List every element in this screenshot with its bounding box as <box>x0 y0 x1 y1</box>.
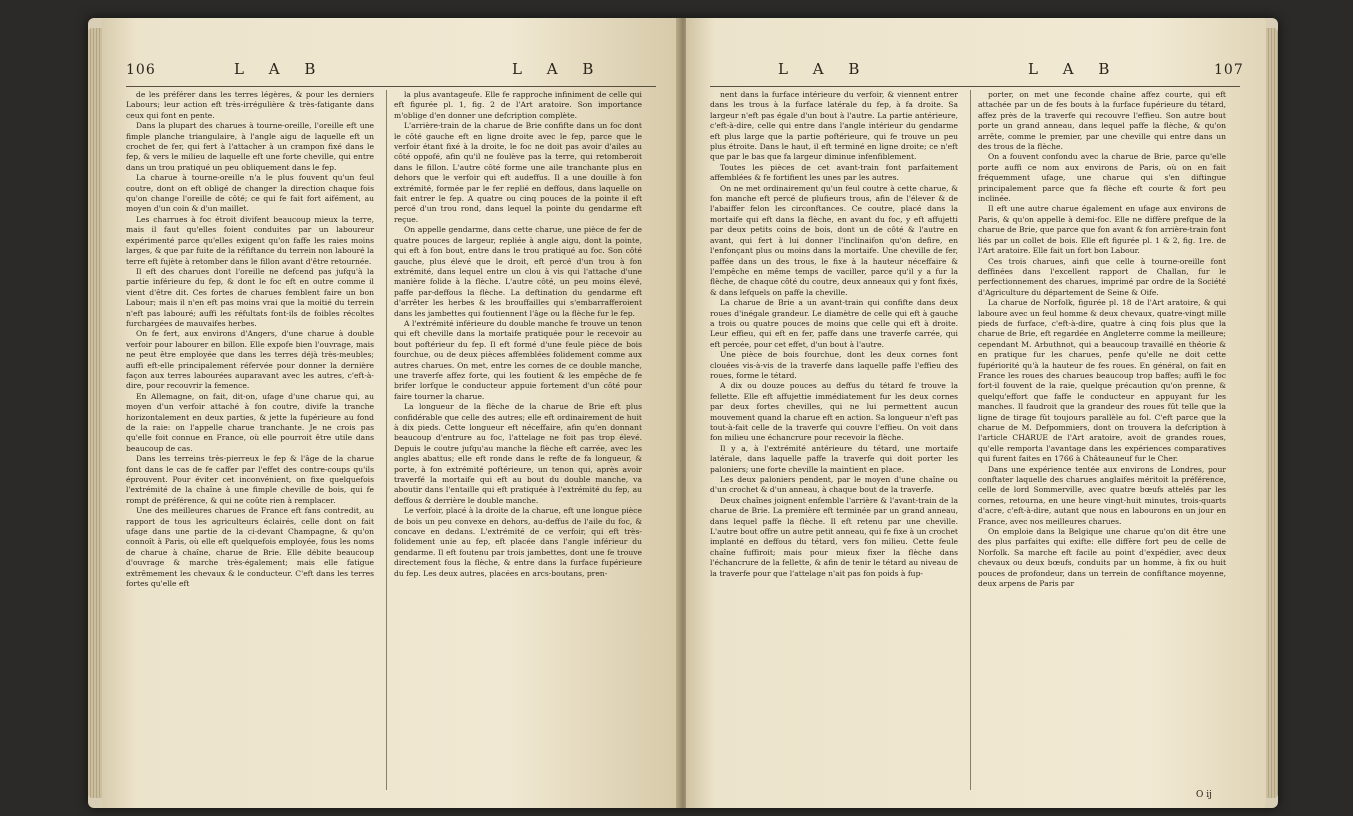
paragraph: de les préférer dans les terres légères, & pour les derniers Labours; leur action eft très-irrégulière & très-fatigante dans ceux qui font en pente. <box>126 90 377 120</box>
paragraph: L'arrière-train de la charue de Brie confifte dans un foc dont le côté gauche eft en ligne droite avec le fep, parce que le verfoir étant fixé à la droite, le foc ne doit pas avoir d'ailes au côté oppofé, afin qu'il ne foulève pas la terre, qui retomberoit dans le fillon. L'autre côté forme une aile tranchante plus en dehors que le verfoir qui eft audeffus. Il a une douille à fon extrémité, formée par le fer replié en deffous, dans laquelle on fait entrer le fep. A quatre ou cinq pouces de la pointe il eft percé d'un trou rond, dans lequel la pointe du gendarme eft reçue. <box>394 121 645 224</box>
paragraph: On emploie dans la Belgique une charue qu'on dit être une des plus parfaites qui exifte: elle diffère fort peu de celle de Norfolk. Sa marche eft facile au point d'expédier, avec deux chevaux ou deux bœufs, conduits par un homme, à fix ou huit pouces de profondeur, dans un terrein de confiftance moyenne, deux arpens de Paris par <box>978 527 1229 589</box>
paragraph: Une pièce de bois fourchue, dont les deux cornes font clouées vis-à-vis de la traverfe dans laquelle paffe l'effieu des roues, forme le tétard. <box>710 350 961 380</box>
right-page-header <box>686 60 1266 82</box>
paragraph: Dans les terreins très-pierreux le fep & l'âge de la charue font dans le cas de fe caffer par l'effet des contre-coups qu'ils éprouvent. Pour éviter cet inconvénient, on fixe quelquefois l'extrémité de la chaîne à une fimple cheville de bois, qui fe rompt de préférence, & qui ne coûte rien à remplacer. <box>126 454 377 505</box>
left-page-header <box>102 60 682 82</box>
paragraph: Les charrues à foc étroit divifent beaucoup mieux la terre, mais il faut qu'elles foient conduites par un laboureur expérimenté parce qu'elles exigent qu'on faffe les raies moins larges, & que par fuite de la réfiftance du terrein non labouré la terre eft fujète à retomber dans le fillon avant d'être retournée. <box>126 214 377 266</box>
page-number: 106 <box>126 62 156 78</box>
paragraph: La charue à tourne-oreille n'a le plus fouvent qu'un feul coutre, dont on eft obligé de changer la direction chaque fois qu'on change l'oreille de côté; ce qui fe fait fort aifément, au moyen d'un coin & d'un maillet. <box>126 173 377 214</box>
paragraph: On appelle gendarme, dans cette charue, une pièce de fer de quatre pouces de largeur, repliée à angle aigu, dont la pointe, qui eft à fon bout, entre dans le trou pratiqué au foc. Son côté gauche, plus élevé que le droit, eft percé d'un trou à fon extrémité, dans lequel entre un clou à vis qui l'attache d'une manière folide à la flèche. L'autre côté, un peu moins élevé, paffe par-deffous la flèche. La deftination du gendarme eft d'arrêter les herbes & les brouffailles qui s'embarrafferoient dans les jambettes qui foutiennent l'âge ou la flèche fur le fep. <box>394 225 645 318</box>
paragraph: On fe fert, aux environs d'Angers, d'une charue à double verfoir pour labourer en billon. Elle expofe bien l'ouvrage, mais ne peut être employée que dans les terres déjà très-meubles; auffi eft-elle principalement réfervée pour donner la dernière façon aux terres labourées auparavant avec les autres, c'eft-à-dire, pour recouvrir la femence. <box>126 329 377 391</box>
page-number: 107 <box>1214 62 1244 78</box>
running-head: L A B <box>1028 60 1120 78</box>
paragraph: La longueur de la flèche de la charue de Brie eft plus confidérable que celle des autres; elle eft ordinairement de huit à dix pieds. Cette longueur eft néceffaire, afin qu'en donnant beaucoup d'entrure au foc, l'attelage ne foit pas trop élevé. Depuis le coutre jufqu'au manche la flèche eft carrée, avec les angles abattus; elle eft ronde dans le refte de fa longueur, & porte, à fon extrémité poftérieure, un tenon qui, après avoir traverfé la mortaife qui eft au bout du double manche, va aboutir dans l'entaille qui eft pratiquée à l'extrémité du fep, au deffous & derrière le double manche. <box>394 402 645 505</box>
running-head: L A B <box>778 60 870 78</box>
paragraph: Deux chaînes joignent enfemble l'arrière & l'avant-train de la charue de Brie. La première eft terminée par un grand anneau, dans lequel paffe la flèche. Il eft retenu par une cheville. L'autre bout offre un autre petit anneau, qui fe fixe à un crochet implanté en deffous du tétard, vers fon milieu. Cette feule chaîne fuffiroit; mais pour mieux fixer la flèche dans l'échancrure de la fellette, & afin de tenir le tétard au niveau de la traverfe pour que l'attelage n'ait pas fon poids à fup- <box>710 495 961 578</box>
header-rule <box>710 86 1240 87</box>
paragraph: nent dans la furface intérieure du verfoir, & viennent entrer dans les trous à la furface latérale du fep, à fa droite. Sa largeur n'eft pas égale d'un bout à l'autre. La partie antérieure, c'eft-à-dire, celle qui entre dans l'angle intérieur du gendarme eft plus large que la partie poftérieure, qui fe trouve un peu plus étroite. Dans le haut, il eft terminé en ligne droite; ce n'eft que par le bas que fa largeur diminue infenfiblement. <box>710 90 961 162</box>
paragraph: Toutes les pièces de cet avant-train font parfaitement affemblées & fe fortifient les unes par les autres. <box>710 162 961 183</box>
paragraph: Les deux paloniers pendent, par le moyen d'une chaîne ou d'un crochet & d'un anneau, à chaque bout de la traverfe. <box>710 475 961 495</box>
paragraph: Dans la plupart des charues à tourne-oreille, l'oreille eft une fimple planche triangulaire, à l'angle aigu de laquelle eft un crochet de fer, qui fert à l'attacher à un crampon fixé dans le fep, & vers le milieu de laquelle eft une forte cheville, qui entre dans un trou pratiqué un peu obliquement dans le fep. <box>126 121 377 172</box>
paragraph: Ces trois charues, ainfi que celle à tourne-oreille font deffinées dans l'excellent rapport de Challan, fur le perfectionnement des charues, imprimé par ordre de la Société d'Agriculture du département de Seine & Oife. <box>978 256 1229 297</box>
paragraph: On a fouvent confondu avec la charue de Brie, parce qu'elle porte auffi ce nom aux environs de Paris, où on en fait fréquemment ufage, une charue qui s'en diftingue principalement parce que fa flèche eft courte & fort peu inclinée. <box>978 152 1229 204</box>
column-divider <box>970 90 971 790</box>
paragraph: Il y a, à l'extrémité antérieure du tétard, une mortaife latérale, dans laquelle paffe la traverfe qui doit porter les paloniers; une forte cheville la maintient en place. <box>710 443 961 474</box>
page-edges-left <box>88 28 102 798</box>
paragraph: porter, on met une feconde chaîne affez courte, qui eft attachée par un de fes bouts à la furface fupérieure du tétard, affez près de la traverfe qui recouvre l'effieu. Son autre bout porte un grand anneau, dans lequel paffe la flèche, & qu'on arrête, comme le premier, par une cheville qui entre dans un des trous de la flèche. <box>978 90 1229 152</box>
header-rule <box>126 86 656 87</box>
text-column-right <box>394 90 645 579</box>
right-page <box>686 18 1266 808</box>
paragraph: La charue de Norfolk, figurée pl. 18 de l'Art aratoire, & qui laboure avec un feul homme & deux chevaux, quatre-vingt mille pieds de furface, c'eft-à-dire, quatre à cinq fois plus que la charue de Brie, eft regardée en Angleterre comme la meilleure; cependant M. Arbuthnot, qui a beaucoup travaillé en théorie & en pratique fur les charues, penfe qu'elle ne doit cette fupériorité qu'à la hauteur de fes roues. En général, on fait en France les roues des charues beaucoup trop baffes; auffi le foc fort-il fouvent de la raie, quelque précaution qu'on prenne, & quelqu'effort que faffe le conducteur en appuyant fur les manches. Il faudroit que la grandeur des roues fût telle que la ligne de tirage fût toujours parallèle au fol. C'eft parce que la charue de M. Defpommiers, dont on trouvera la defcription à l'article CHARUE de l'Art aratoire, avoit de grandes roues, qu'elle remporta l'avantage dans les expériences comparatives qui furent faites en 1766 à Châteauneuf fur le Cher. <box>978 298 1229 464</box>
page-edges-right <box>1266 28 1278 798</box>
paragraph: Il eft une autre charue également en ufage aux environs de Paris, & qu'on appelle à demi-foc. Elle ne diffère prefque de la charue de Brie, que parce que fon avant & fon arrière-train font liés par un collet de bois. Elle eft figurée pl. 1 & 2, fig. 1re. de l'Art aratoire. Elle fait un fort bon Labour. <box>978 204 1229 256</box>
paragraph: Dans une expérience tentée aux environs de Londres, pour conftater laquelle des charues anglaifes méritoit la préférence, celle de lord Sommerville, avec quatre bœufs attelés par les cornes, retourna, en une heure vingt-huit minutes, trois-quarts d'acre, c'eft-à-dire, autant que nous en labourons en un jour en France, avec nos meilleures charues. <box>978 464 1229 526</box>
paragraph: La charue de Brie a un avant-train qui confifte dans deux roues d'inégale grandeur. Le diamètre de celle qui eft à gauche a trois ou quatre pouces de moins que celle qui eft à droite. Leur effieu, qui eft en fer, paffe dans une traverfe carrée, qui eft percée, pour cet effet, d'un bout à l'autre. <box>710 298 961 349</box>
paragraph: la plus avantageufe. Elle fe rapproche infiniment de celle qui eft figurée pl. 1, fig. 2 de l'Art aratoire. Son importance m'oblige d'en donner une defcription complète. <box>394 90 645 120</box>
open-book <box>88 18 1278 808</box>
paragraph: A dix ou douze pouces au deffus du tétard fe trouve la fellette. Elle eft affujettie immédiatement fur les deux cornes par deux fortes chevilles, qui ne lui permettent aucun mouvement quand la charue eft en action. Sa longueur n'eft pas tout-à-fait celle de la traverfe qui couvre l'effieu. On voit dans fon milieu une échancrure pour recevoir la flèche. <box>710 381 961 443</box>
running-head: L A B <box>512 60 604 78</box>
paragraph: Une des meilleures charues de France eft fans contredit, au rapport de tous les agriculteurs éclairés, celle dont on fait ufage dans une partie de la ci-devant Champagne, & qu'on connoît à Paris, où elle eft quelquefois employée, fous les noms de charue à chaîne, charue de Brie. Elle débite beaucoup d'ouvrage & marche très-également; mais elle fatigue extrêmement les chevaux & le conducteur. C'eft dans les terres fortes qu'elle eft <box>126 506 377 589</box>
text-column-left <box>126 90 377 590</box>
column-divider <box>386 90 387 790</box>
paragraph: Il eft des charues dont l'oreille ne defcend pas jufqu'à la partie inférieure du fep, & dont le foc eft en outre comme il vient d'être dit. Ces fortes de charues femblent faire un bon Labour; mais il n'en eft pas moins vrai que la moitié du terrein n'eft pas labouré; auffi les réfultats font-ils de foibles récoltes furchargées de mauvaifes herbes. <box>126 266 377 328</box>
signature-mark: O ij <box>1196 790 1212 800</box>
paragraph: Le verfoir, placé à la droite de la charue, eft une longue pièce de bois un peu convexe en dehors, au-deffus de l'aile du foc, & concave en dedans. L'extrémité de ce verfoir, qui eft très-folidement unie au fep, eft placée dans l'angle inférieur du gendarme. Il eft foutenu par trois jambettes, dont une fe trouve directement fous la flèche, & entre dans la furface fupérieure du fep. Les deux autres, placées en arcs-boutans, pren- <box>394 506 645 578</box>
running-head: L A B <box>234 60 326 78</box>
paragraph: On ne met ordinairement qu'un feul coutre à cette charue, & fon manche eft percé de plufieurs trous, afin de l'élever & de l'abaiffer felon les circonftances. Ce coutre, placé dans la mortaife qui eft dans la flèche, en avant du foc, y eft affujetti par deux petits coins de bois, dont un de côté & l'autre en avant, qui fert à lui donner l'inclinaifon qu'on defire, en l'enfonçant plus ou moins dans la mortaife. Une cheville de fer, paffée dans un des trous, le fixe à la hauteur néceffaire & l'empêche en même temps de vaciller, parce qu'il y a fur la flèche, de chaque côté du coutre, deux anneaux qui y font fixés, & dans lefquels on paffe la cheville. <box>710 183 961 297</box>
left-page <box>102 18 682 808</box>
paragraph: En Allemagne, on fait, dit-on, ufage d'une charue qui, au moyen d'un verfoir attaché à fon coutre, divife la tranche horizontalement en deux parties, & jette la fupérieure au fond de la raie: on l'appelle charue tranchante. Je ne crois pas qu'elle foit connue en France, où elle pourroit être utile dans beaucoup de cas. <box>126 391 377 453</box>
text-column-right <box>978 90 1229 590</box>
paragraph: A l'extrémité inférieure du double manche fe trouve un tenon qui eft cheville dans la mortaife pratiquée pour le recevoir au bout poftérieur du fep. Il eft formé d'une feule pièce de bois fourchue, ou de deux pièces affemblées folidement comme aux autres charues. On met, entre les cornes de ce double manche, une traverfe affez forte, qui les foutient & les empêche de fe brifer lorfque le conducteur appuie fortement d'un côté pour faire tourner la charue. <box>394 318 645 401</box>
text-column-left <box>710 90 961 579</box>
